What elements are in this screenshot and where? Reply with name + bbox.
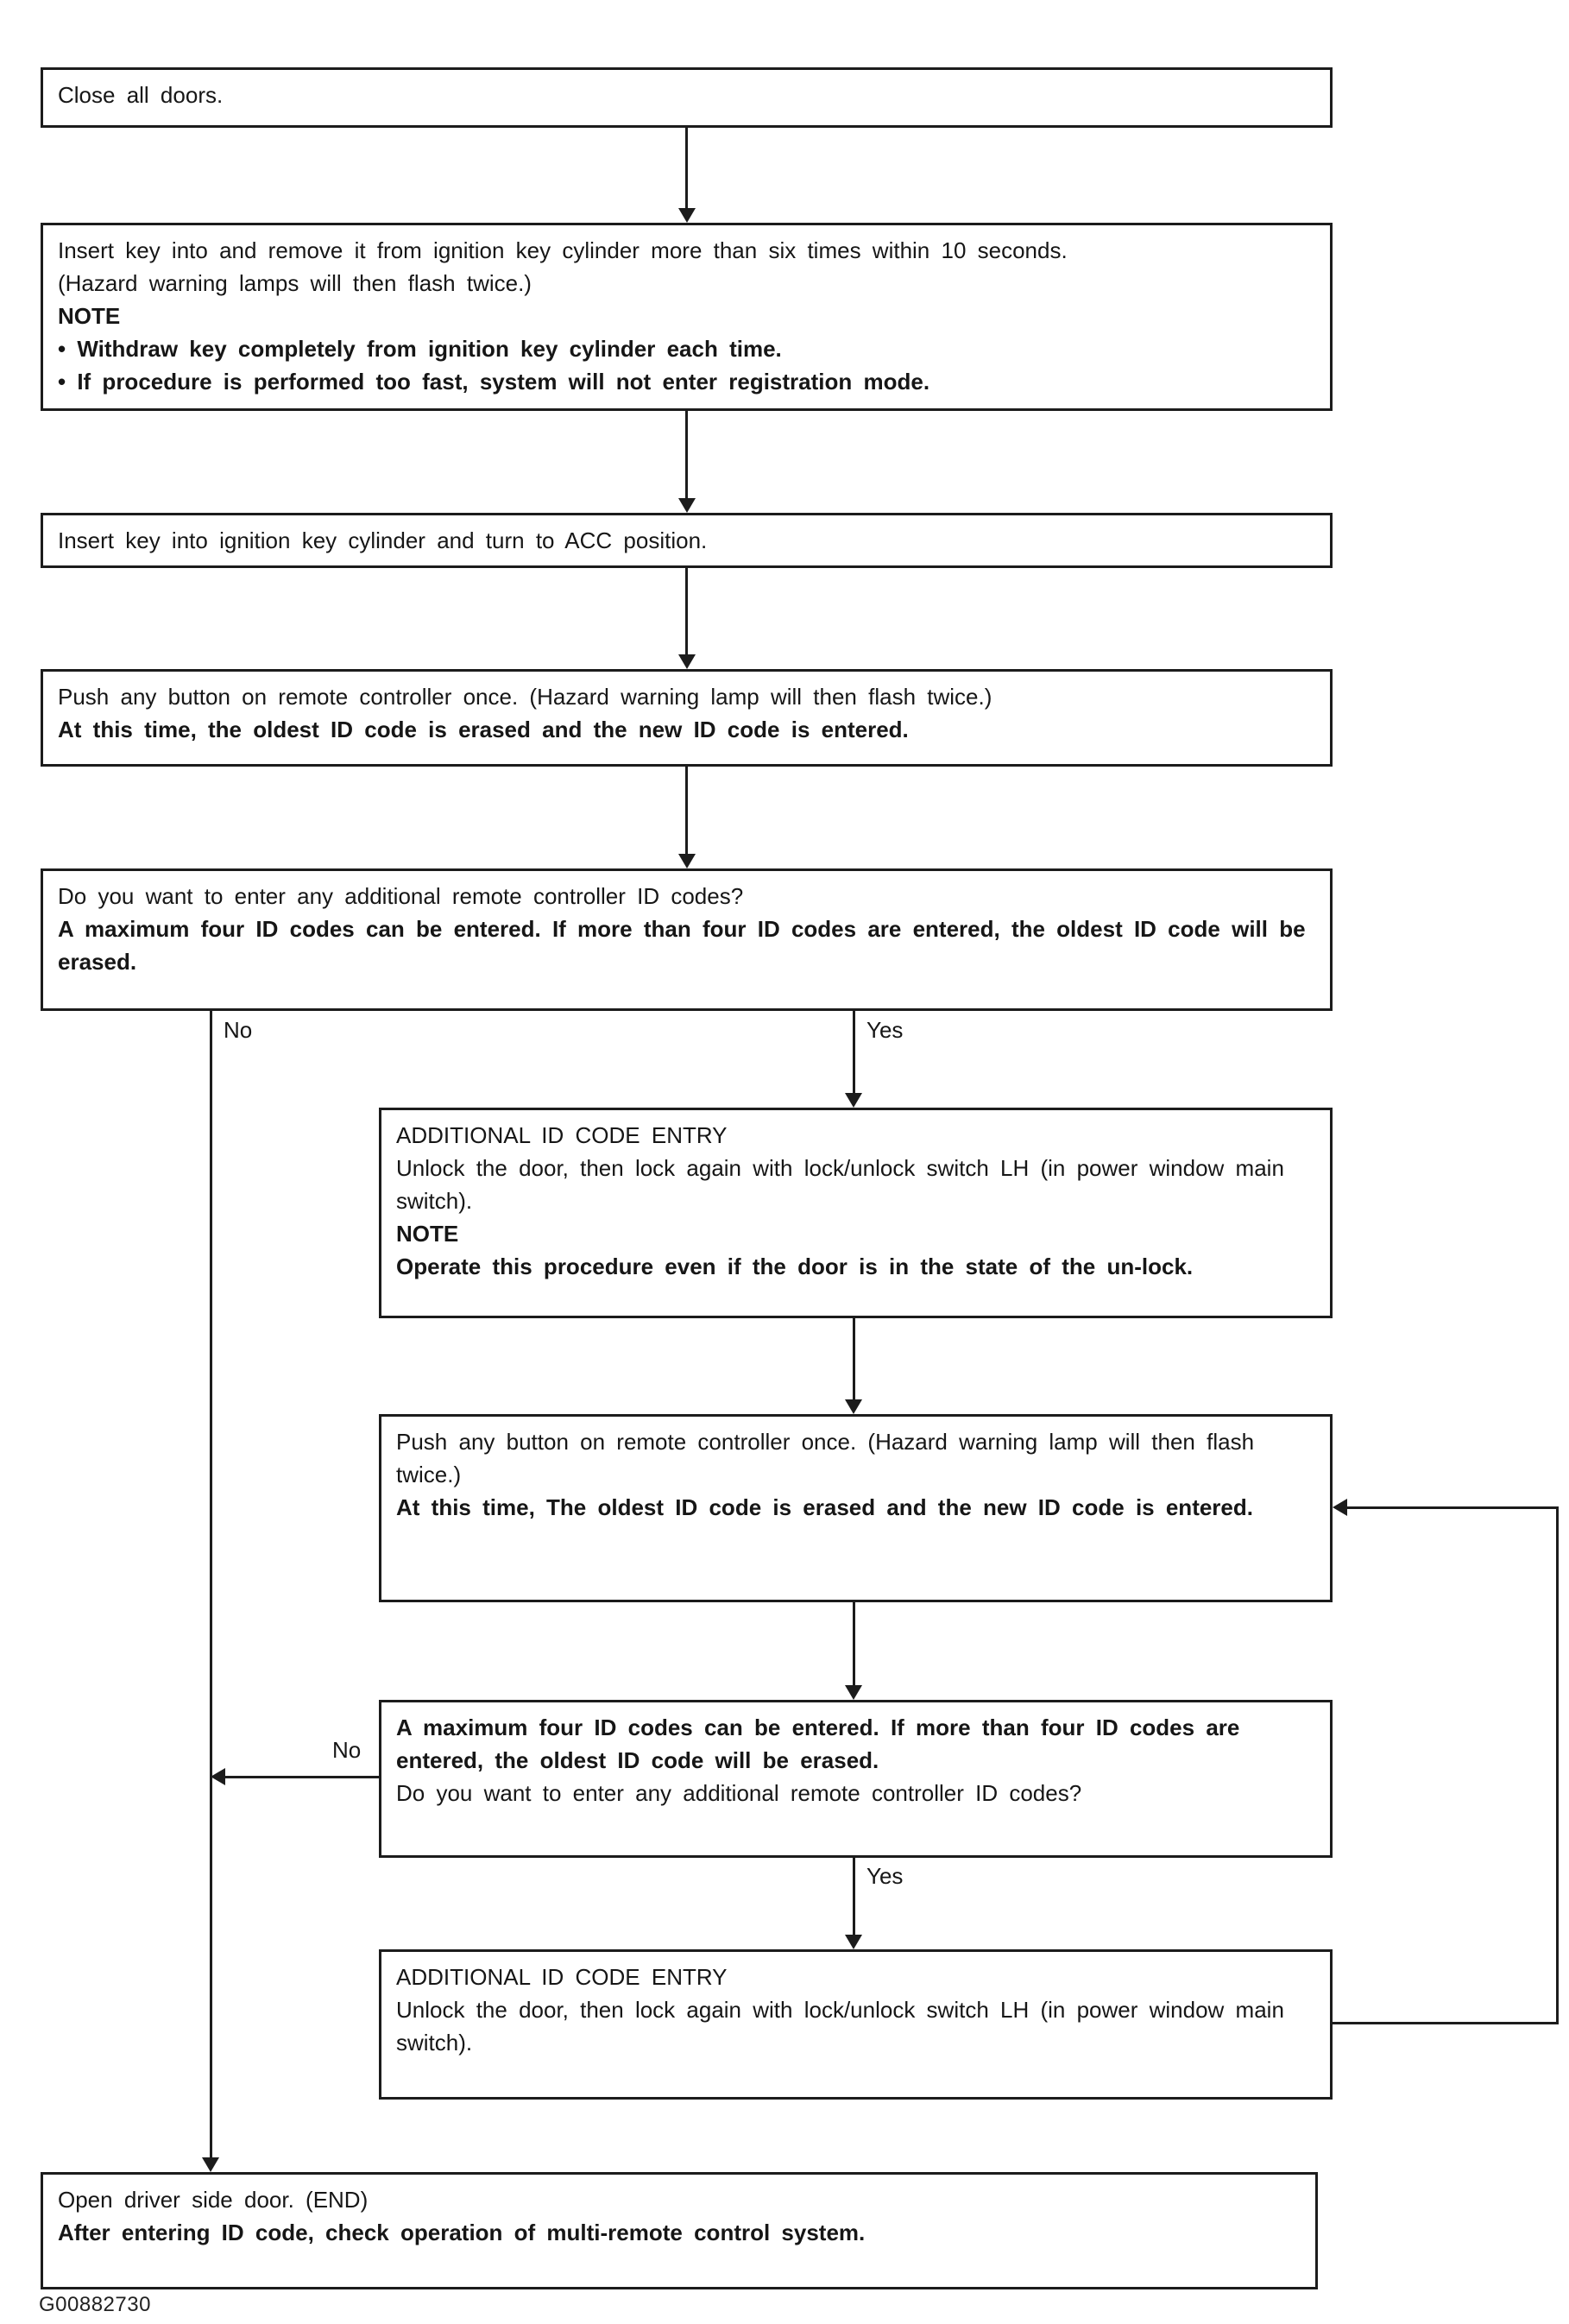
flow-text: ADDITIONAL ID CODE ENTRY: [396, 1122, 728, 1148]
flow-box-push-button-2: [379, 1414, 1333, 1602]
connector-question2-yes: [853, 1858, 855, 1936]
arrowhead-down-icon: [845, 1399, 862, 1414]
arrowhead-down-icon: [678, 498, 696, 513]
flow-text: Do you want to enter any additional remote controller ID codes?: [58, 883, 744, 909]
arrowhead-down-icon: [678, 208, 696, 223]
branch-label-yes-1: Yes: [863, 1017, 906, 1043]
figure-id-label: G00882730: [39, 2293, 151, 2316]
flow-box-key-insert-remove: [41, 223, 1333, 411]
connector-entry1-to-push2: [853, 1318, 855, 1401]
arrowhead-down-icon: [845, 1685, 862, 1700]
branch-label-no-2: No: [329, 1737, 364, 1763]
flow-text: At this time, the oldest ID code is erased and the new ID code is entered.: [58, 717, 909, 742]
flow-box-close-doors: [41, 67, 1333, 128]
flow-text: After entering ID code, check operation of multi-remote control system.: [58, 2220, 866, 2245]
flow-text: ADDITIONAL ID CODE ENTRY: [396, 1964, 728, 1990]
flow-text: Open driver side door. (END): [58, 2187, 369, 2213]
flow-text: Operate this procedure even if the door is in the state of the un-lock.: [396, 1254, 1194, 1279]
arrowhead-down-icon: [845, 1093, 862, 1108]
connector-yes-branch-1: [853, 1011, 855, 1095]
arrowhead-left-icon: [1333, 1499, 1347, 1516]
branch-label-no-1: No: [220, 1017, 255, 1043]
flow-text: • If procedure is performed too fast, system will not enter registration mode.: [58, 369, 930, 395]
connector-push-to-question: [685, 767, 688, 856]
flow-text: Unlock the door, then lock again with lock/unlock switch LH (in power window main switch).: [396, 1997, 1284, 2056]
flow-text: Insert key into ignition key cylinder and turn to ACC position.: [58, 527, 708, 553]
connector-question2-no: [224, 1776, 379, 1778]
flow-text: Unlock the door, then lock again with lock/unlock switch LH (in power window main switch).: [396, 1155, 1284, 1214]
flow-text: At this time, The oldest ID code is erased and the new ID code is entered.: [396, 1494, 1253, 1520]
connector-loop-top: [1347, 1506, 1559, 1509]
flow-text: Do you want to enter any additional remote controller ID codes?: [396, 1780, 1082, 1806]
arrowhead-down-icon: [202, 2157, 219, 2172]
flow-box-key-acc: [41, 513, 1333, 568]
arrowhead-left-icon: [211, 1768, 225, 1785]
flow-box-push-button: [41, 669, 1333, 767]
arrowhead-down-icon: [845, 1935, 862, 1949]
flow-text: Push any button on remote controller once. (Hazard warning lamp will then flash twice.): [58, 684, 992, 710]
connector-no-branch: [210, 1011, 212, 2159]
flow-box-additional-codes-question: [41, 868, 1333, 1011]
flow-text: Close all doors.: [58, 82, 224, 108]
flow-box-open-door-end: [41, 2172, 1318, 2289]
branch-label-yes-2: Yes: [863, 1863, 906, 1889]
flow-text-note: NOTE: [58, 303, 121, 329]
flow-text: A maximum four ID codes can be entered. If more than four ID codes are entered, the oldest ID code will be erased.: [396, 1715, 1240, 1773]
flow-box-additional-codes-question-2: [379, 1700, 1333, 1858]
connector-loop-bottom: [1333, 2022, 1559, 2024]
connector-close-to-insert: [685, 128, 688, 210]
connector-acc-to-push: [685, 568, 688, 656]
connector-loop-right: [1556, 1506, 1559, 2024]
arrowhead-down-icon: [678, 654, 696, 669]
flow-text: Insert key into and remove it from ignition key cylinder more than six times within 10 seconds.: [58, 237, 1068, 263]
flow-text: (Hazard warning lamps will then flash twice.): [58, 270, 532, 296]
flow-text-note: NOTE: [396, 1221, 459, 1247]
connector-insert-to-acc: [685, 411, 688, 500]
arrowhead-down-icon: [678, 854, 696, 868]
flow-text: A maximum four ID codes can be entered. If more than four ID codes are entered, the oldest ID code will be erased.: [58, 916, 1306, 975]
flow-text: • Withdraw key completely from ignition key cylinder each time.: [58, 336, 782, 362]
flow-box-additional-id-entry-1: [379, 1108, 1333, 1318]
connector-push2-to-question2: [853, 1602, 855, 1687]
flow-box-additional-id-entry-2: [379, 1949, 1333, 2100]
flow-text: Push any button on remote controller once. (Hazard warning lamp will then flash twice.): [396, 1429, 1255, 1487]
